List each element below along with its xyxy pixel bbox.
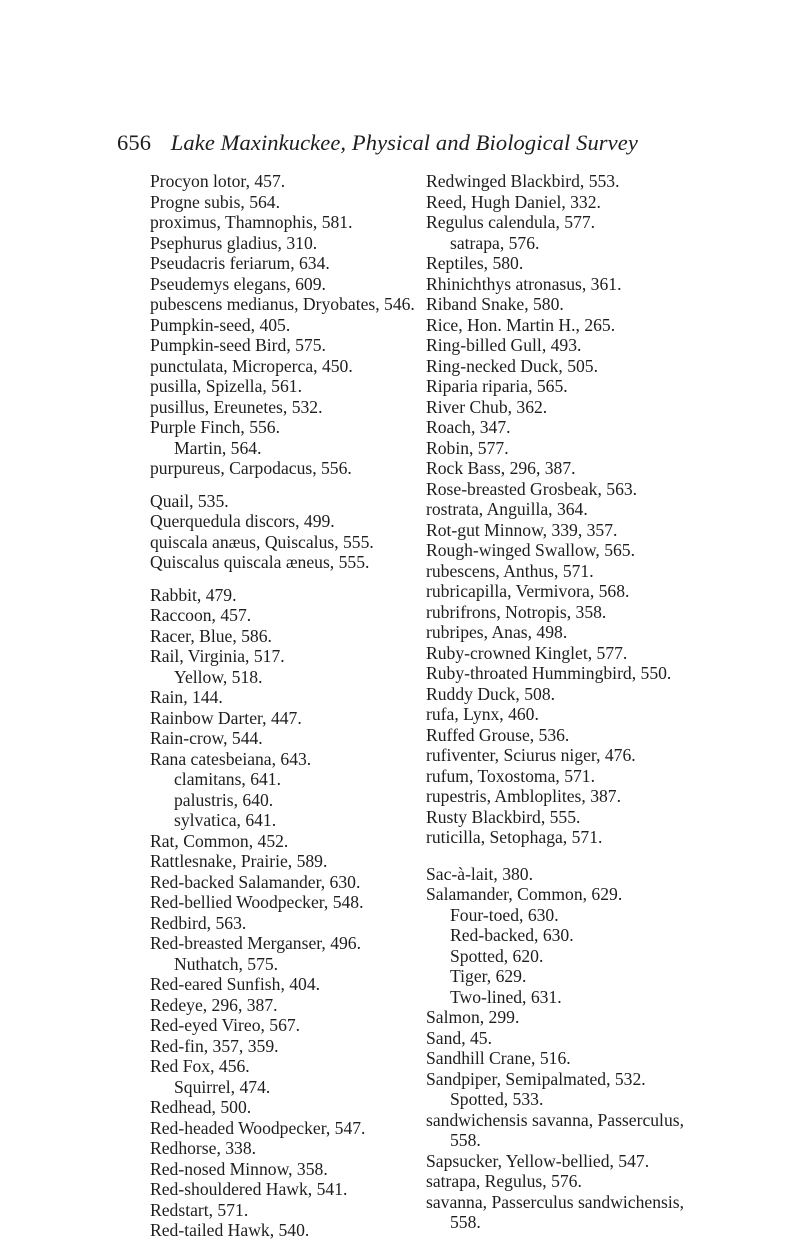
index-entry: Redbird, 563.: [150, 912, 247, 933]
index-entry: Quiscalus quiscala æneus, 555.: [150, 552, 370, 572]
index-entry: Raccoon, 457.: [150, 605, 252, 625]
index-subentry: Squirrel, 474.: [174, 1076, 271, 1097]
index-entry: Redhorse, 338.: [150, 1138, 257, 1158]
index-subentry: Spotted, 533.: [450, 1089, 544, 1109]
page-number: 656: [117, 130, 152, 155]
index-entry-continuation: 558.: [450, 1130, 481, 1150]
group-spacer: [150, 479, 398, 491]
index-subentry: palustris, 640.: [174, 789, 274, 810]
index-subentry: satrapa, 576.: [450, 232, 540, 253]
index-entry: rufa, Lynx, 460.: [426, 704, 539, 724]
index-entry: Pseudemys elegans, 609.: [150, 273, 326, 294]
index-entry: Sandpiper, Semipalmated, 532.: [426, 1068, 646, 1089]
index-entry: Regulus calendula, 577.: [426, 212, 596, 232]
index-entry: Rail, Virginia, 517.: [150, 646, 285, 666]
index-entry: pusilla, Spizella, 561.: [150, 376, 302, 396]
index-entry: Red-bellied Woodpecker, 548.: [150, 892, 364, 912]
index-entry: Red-eared Sunfish, 404.: [150, 974, 321, 994]
index-subentry: Martin, 564.: [174, 437, 262, 458]
index-entry: savanna, Passerculus sandwichensis,: [426, 1191, 684, 1212]
index-group-r: [150, 585, 398, 1241]
index-entry: rubricapilla, Vermivora, 568.: [426, 581, 630, 601]
index-column-left: [150, 171, 415, 1241]
group-spacer: [150, 573, 398, 585]
index-column-right: [426, 171, 756, 1233]
index-entry: River Chub, 362.: [426, 396, 548, 417]
index-entry: Progne subis, 564.: [150, 191, 281, 212]
index-entry: Ruby-crowned Kinglet, 577.: [426, 642, 628, 663]
index-entry: Ruby-throated Hummingbird, 550.: [426, 663, 672, 683]
index-subentry: Two-lined, 631.: [450, 986, 562, 1007]
index-entry: Salmon, 299.: [426, 1007, 520, 1027]
index-subentry: Red-backed, 630.: [450, 925, 574, 945]
index-entry: Red-shouldered Hawk, 541.: [150, 1179, 348, 1199]
index-group-r-continued: [426, 171, 756, 848]
index-entry: Rose-breasted Grosbeak, 563.: [426, 478, 638, 499]
index-subentry: Four-toed, 630.: [450, 904, 559, 925]
index-entry: Rice, Hon. Martin H., 265.: [426, 314, 616, 335]
index-entry: Pumpkin-seed, 405.: [150, 314, 291, 335]
index-entry: Red-fin, 357, 359.: [150, 1035, 279, 1056]
group-spacer: [426, 848, 756, 864]
index-entry: quiscala anæus, Quiscalus, 555.: [150, 531, 374, 552]
index-entry: Pseudacris feriarum, 634.: [150, 253, 330, 273]
index-entry: Roach, 347.: [426, 417, 511, 437]
index-entry: pusillus, Ereunetes, 532.: [150, 396, 323, 417]
index-entry: Ring-billed Gull, 493.: [426, 335, 582, 355]
index-subentry: Nuthatch, 575.: [174, 953, 279, 974]
index-subentry: Tiger, 629.: [450, 966, 527, 986]
index-entry: Riband Snake, 580.: [426, 294, 564, 314]
index-entry: rupestris, Ambloplites, 387.: [426, 786, 621, 806]
index-entry: satrapa, Regulus, 576.: [426, 1171, 582, 1191]
index-entry: Redwinged Blackbird, 553.: [426, 171, 620, 191]
index-entry: Rana catesbeiana, 643.: [150, 748, 312, 769]
index-entry: sandwichensis savanna, Passerculus,: [426, 1109, 684, 1130]
index-entry: Sandhill Crane, 516.: [426, 1048, 571, 1068]
index-entry-continuation: 558.: [450, 1212, 481, 1232]
index-entry: rubrifrons, Notropis, 358.: [426, 601, 607, 622]
index-entry: Red-tailed Hawk, 540.: [150, 1220, 310, 1240]
index-entry: rubripes, Anas, 498.: [426, 622, 568, 642]
index-entry: Robin, 577.: [426, 437, 509, 458]
index-entry: rubescens, Anthus, 571.: [426, 560, 594, 581]
index-entry: Sac-à-lait, 380.: [426, 863, 533, 884]
index-group-s: [426, 864, 756, 1233]
index-entry: Rabbit, 479.: [150, 584, 237, 605]
index-entry: Rainbow Darter, 447.: [150, 707, 302, 728]
index-entry: Querquedula discors, 499.: [150, 511, 335, 531]
index-entry: Rain, 144.: [150, 687, 223, 707]
running-title: Lake Maxinkuckee, Physical and Biological Survey: [170, 130, 638, 155]
index-entry: pubescens medianus, Dryobates, 546.: [150, 294, 415, 314]
index-entry: Redstart, 571.: [150, 1199, 249, 1220]
index-entry: Rot-gut Minnow, 339, 357.: [426, 519, 618, 540]
index-entry: Rattlesnake, Prairie, 589.: [150, 851, 328, 871]
index-entry: rufiventer, Sciurus niger, 476.: [426, 745, 636, 765]
index-entry: Reptiles, 580.: [426, 253, 524, 273]
index-entry: Red-eyed Vireo, 567.: [150, 1015, 301, 1035]
index-entry: Sapsucker, Yellow-bellied, 547.: [426, 1150, 650, 1171]
index-entry: Red Fox, 456.: [150, 1056, 250, 1076]
index-entry: Ruffed Grouse, 536.: [426, 724, 570, 745]
index-subentry: clamitans, 641.: [174, 769, 282, 789]
index-entry: Riparia riparia, 565.: [426, 376, 568, 396]
index-entry: Rain-crow, 544.: [150, 728, 263, 748]
index-entry: purpureus, Carpodacus, 556.: [150, 458, 352, 478]
index-subentry: Yellow, 518.: [174, 666, 263, 687]
index-entry: rostrata, Anguilla, 364.: [426, 499, 588, 519]
index-entry: punctulata, Microperca, 450.: [150, 355, 353, 376]
index-entry: Redhead, 500.: [150, 1097, 252, 1117]
index-entry: Racer, Blue, 586.: [150, 625, 272, 646]
index-entry: Procyon lotor, 457.: [150, 171, 286, 191]
index-entry: Redeye, 296, 387.: [150, 994, 278, 1015]
index-entry: Red-breasted Merganser, 496.: [150, 933, 362, 953]
index-group-q: [150, 491, 398, 573]
index-subentry: sylvatica, 641.: [174, 810, 277, 830]
index-entry: Red-headed Woodpecker, 547.: [150, 1117, 366, 1138]
index-entry: Rat, Common, 452.: [150, 830, 289, 851]
index-entry: Rhinichthys atronasus, 361.: [426, 273, 622, 294]
index-entry: Purple Finch, 556.: [150, 417, 280, 437]
index-entry: proximus, Thamnophis, 581.: [150, 212, 353, 232]
index-entry: Ruddy Duck, 508.: [426, 683, 556, 704]
index-group-p: [150, 171, 415, 479]
index-entry: Ring-necked Duck, 505.: [426, 355, 598, 376]
index-entry: Salamander, Common, 629.: [426, 884, 623, 904]
index-entry: Sand, 45.: [426, 1027, 492, 1048]
index-entry: Rock Bass, 296, 387.: [426, 458, 576, 478]
index-entry: Reed, Hugh Daniel, 332.: [426, 191, 601, 212]
index-entry: Rusty Blackbird, 555.: [426, 806, 581, 827]
index-entry: Rough-winged Swallow, 565.: [426, 540, 635, 560]
page-header: [117, 130, 638, 156]
index-entry: rufum, Toxostoma, 571.: [426, 765, 595, 786]
index-entry: Red-nosed Minnow, 358.: [150, 1158, 328, 1179]
index-entry: Pumpkin-seed Bird, 575.: [150, 335, 326, 355]
index-subentry: Spotted, 620.: [450, 945, 544, 966]
index-entry: Quail, 535.: [150, 490, 229, 511]
index-entry: ruticilla, Setophaga, 571.: [426, 827, 603, 847]
index-entry: Red-backed Salamander, 630.: [150, 871, 361, 892]
index-entry: Psephurus gladius, 310.: [150, 232, 318, 253]
